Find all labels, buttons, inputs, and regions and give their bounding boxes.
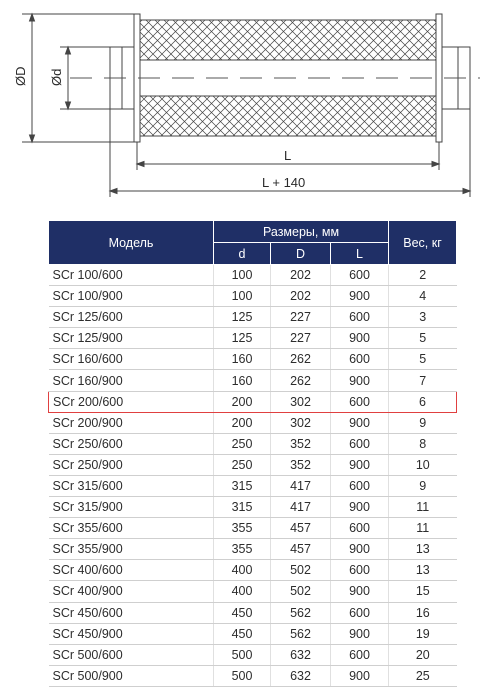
header-D: D: [271, 243, 331, 265]
cell-d: 400: [214, 560, 271, 581]
cell-model: SCr 200/900: [49, 412, 214, 433]
cell-L: 900: [331, 370, 389, 391]
cell-d: 315: [214, 475, 271, 496]
header-dimensions: Размеры, мм: [214, 221, 389, 243]
table-row: [49, 349, 457, 370]
cell-model: SCr 160/600: [49, 349, 214, 370]
cell-d: 400: [214, 581, 271, 602]
table-row: [49, 370, 457, 391]
table-row: [49, 412, 457, 433]
table-row: [49, 328, 457, 349]
cell-model: SCr 250/600: [49, 433, 214, 454]
table-row: [49, 602, 457, 623]
cell-D: 562: [271, 602, 331, 623]
cell-weight: 4: [389, 286, 457, 307]
cell-D: 502: [271, 560, 331, 581]
cell-L: 600: [331, 518, 389, 539]
cell-d: 250: [214, 454, 271, 475]
table-row: [49, 475, 457, 496]
cell-model: SCr 450/600: [49, 602, 214, 623]
cell-weight: 5: [389, 349, 457, 370]
cell-d: 125: [214, 328, 271, 349]
table-row: [49, 623, 457, 644]
cell-weight: 20: [389, 644, 457, 665]
cell-L: 600: [331, 391, 389, 412]
cell-weight: 25: [389, 665, 457, 686]
cell-D: 562: [271, 623, 331, 644]
table-row: [49, 518, 457, 539]
cell-D: 227: [271, 328, 331, 349]
cell-D: 502: [271, 581, 331, 602]
silencer-drawing: [0, 0, 492, 200]
outer-diameter-label: ØD: [13, 66, 28, 86]
table-row: [49, 497, 457, 518]
cell-weight: 9: [389, 475, 457, 496]
cell-L: 600: [331, 433, 389, 454]
cell-weight: 3: [389, 307, 457, 328]
cell-weight: 16: [389, 602, 457, 623]
cell-d: 450: [214, 602, 271, 623]
cell-L: 900: [331, 581, 389, 602]
cell-weight: 13: [389, 560, 457, 581]
cell-model: SCr 125/900: [49, 328, 214, 349]
cell-L: 900: [331, 623, 389, 644]
cell-d: 450: [214, 623, 271, 644]
cell-weight: 5: [389, 328, 457, 349]
table-row: [49, 454, 457, 475]
cell-weight: 11: [389, 518, 457, 539]
table-row: [49, 560, 457, 581]
total-length-label: L + 140: [262, 175, 306, 190]
cell-model: SCr 125/600: [49, 307, 214, 328]
cell-d: 315: [214, 497, 271, 518]
length-label: L: [284, 148, 292, 163]
table-row: [49, 644, 457, 665]
cell-model: SCr 100/900: [49, 286, 214, 307]
table-row: [49, 265, 457, 286]
cell-d: 160: [214, 370, 271, 391]
cell-weight: 9: [389, 412, 457, 433]
cell-L: 600: [331, 560, 389, 581]
cell-model: SCr 400/900: [49, 581, 214, 602]
cell-D: 417: [271, 497, 331, 518]
table-row: [49, 665, 457, 686]
cell-d: 250: [214, 433, 271, 454]
cell-model: SCr 355/600: [49, 518, 214, 539]
cell-D: 262: [271, 370, 331, 391]
cell-weight: 8: [389, 433, 457, 454]
cell-D: 457: [271, 518, 331, 539]
cell-model: SCr 200/600: [49, 391, 214, 412]
cell-D: 262: [271, 349, 331, 370]
table-row-highlighted: [49, 391, 457, 412]
cell-D: 352: [271, 454, 331, 475]
cell-weight: 2: [389, 265, 457, 286]
cell-d: 200: [214, 412, 271, 433]
cell-model: SCr 355/900: [49, 539, 214, 560]
cell-D: 632: [271, 665, 331, 686]
cell-d: 160: [214, 349, 271, 370]
cell-L: 900: [331, 539, 389, 560]
cell-weight: 10: [389, 454, 457, 475]
table-row: [49, 581, 457, 602]
header-model: Модель: [49, 221, 214, 265]
cell-d: 200: [214, 391, 271, 412]
cell-D: 202: [271, 286, 331, 307]
cell-D: 457: [271, 539, 331, 560]
cell-L: 900: [331, 454, 389, 475]
cell-model: SCr 500/600: [49, 644, 214, 665]
cell-model: SCr 500/900: [49, 665, 214, 686]
cell-model: SCr 400/600: [49, 560, 214, 581]
cell-d: 355: [214, 539, 271, 560]
cell-D: 202: [271, 265, 331, 286]
cell-L: 900: [331, 286, 389, 307]
cell-d: 125: [214, 307, 271, 328]
cell-model: SCr 450/900: [49, 623, 214, 644]
cell-weight: 13: [389, 539, 457, 560]
cell-weight: 6: [389, 391, 457, 412]
cell-L: 900: [331, 412, 389, 433]
cell-d: 355: [214, 518, 271, 539]
cell-d: 500: [214, 644, 271, 665]
cell-D: 302: [271, 391, 331, 412]
cell-L: 600: [331, 644, 389, 665]
inner-diameter-label: Ød: [49, 68, 64, 86]
cell-model: SCr 100/600: [49, 265, 214, 286]
table-row: [49, 539, 457, 560]
cell-D: 417: [271, 475, 331, 496]
header-weight: Вес, кг: [389, 221, 457, 265]
cell-model: SCr 315/900: [49, 497, 214, 518]
cell-L: 600: [331, 307, 389, 328]
table-row: [49, 286, 457, 307]
cell-model: SCr 250/900: [49, 454, 214, 475]
cell-L: 600: [331, 265, 389, 286]
table-row: [49, 307, 457, 328]
cell-D: 632: [271, 644, 331, 665]
cell-L: 900: [331, 665, 389, 686]
header-d: d: [214, 243, 271, 265]
cell-L: 600: [331, 475, 389, 496]
cell-weight: 7: [389, 370, 457, 391]
cell-d: 100: [214, 286, 271, 307]
cell-weight: 15: [389, 581, 457, 602]
cell-model: SCr 160/900: [49, 370, 214, 391]
cell-D: 352: [271, 433, 331, 454]
spec-table: [48, 220, 457, 687]
cell-d: 100: [214, 265, 271, 286]
header-L: L: [331, 243, 389, 265]
cell-L: 600: [331, 602, 389, 623]
cell-model: SCr 315/600: [49, 475, 214, 496]
cell-L: 600: [331, 349, 389, 370]
cell-weight: 19: [389, 623, 457, 644]
table-row: [49, 433, 457, 454]
cell-weight: 11: [389, 497, 457, 518]
cell-L: 900: [331, 328, 389, 349]
cell-D: 227: [271, 307, 331, 328]
cell-d: 500: [214, 665, 271, 686]
cell-D: 302: [271, 412, 331, 433]
cell-L: 900: [331, 497, 389, 518]
